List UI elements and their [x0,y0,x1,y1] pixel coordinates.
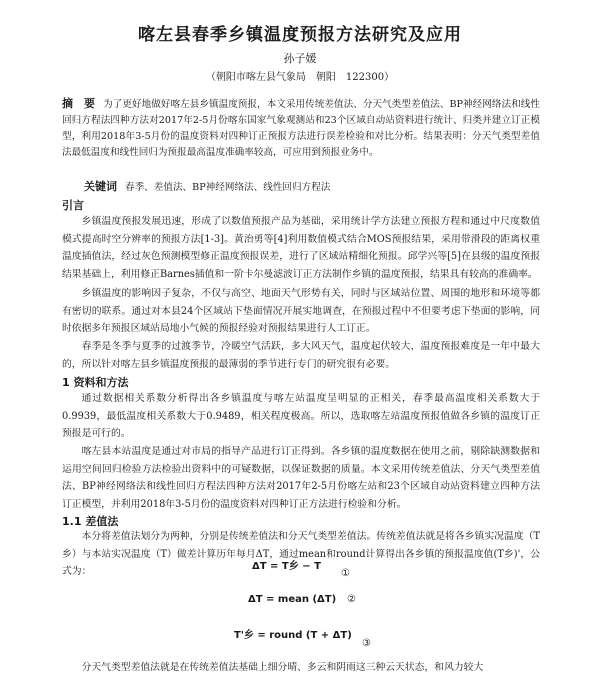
keywords-label: 关键词 [84,180,117,193]
intro-paragraph-3: 春季是冬季与夏季的过渡季节，冷暖空气活跃，多大风天气，温度起伏较大，温度预报难度是一年中最大的，所以针对喀左县乡镇温度预报的最薄弱的季节进行专门的研究很有必要。 [62,341,540,370]
section-1-heading: 1 资料和方法 [62,376,129,389]
keywords-text: 春季、差值法、BP神经网络法、线性回归方程法 [125,182,331,193]
author-affiliation: （朝阳市喀左县气象局 朝阳 122300） [205,72,395,83]
abstract [62,96,540,161]
intro-paragraph-1: 乡镇温度预报发展迅速，形成了以数值预报产品为基础，采用统计学方法建立预报方程和通过中尺度数值模式提高时空分辨率的预报方法[1-3]。黄治勇等[4]利用数值模式结合MOS预报结果，采用带滑段的距离权重温度插值法，经过灰色预测模型修正温度预报误差，进行了区域站精细化预报。邱学兴等[5]在县级的温度预报结果基础上，利用修正Barnes插值和一阶卡尔曼滤波订正方法制作乡镇的温度预报，结果具有较高的准确率。 [62,216,540,280]
section-1-1-paragraph-1: 本分将差值法划分为两种，分别是传统差值法和分天气类型差值法。传统差值法就是将各乡镇实况温度（T乡）与本站实况温度（T）做差计算历年每月ΔT，通过mean和round计算得出各乡镇的预报温度值(T乡)'，公式为： [62,531,540,577]
equation-3: T'乡 = round (T + ΔT) [234,630,352,641]
equation-1: ΔT = T乡 − T [252,561,321,572]
section-1-1-heading: 1.1 差值法 [62,515,119,528]
intro-paragraph-2: 乡镇温度的影响因子复杂，不仅与高空、地面天气形势有关，同时与区域站位置、周围的地形和环境等都有密切的联系。通过对本县24个区域站下垫面情况开展实地调查，在预报过程中不但要考虑下垫面的影响，同时依据多年预报区域站局地小气候的预报经验对预报结果进行人工订正。 [62,288,540,334]
paper-title: 喀左县春季乡镇温度预报方法研究及应用 [138,25,462,45]
section-1-paragraph-2: 喀左县本站温度是通过对市局的指导产品进行订正得到。各乡镇的温度数据在使用之前，剔除缺测数据和运用空间回归检验方法检验出资料中的可疑数据，以保证数据的质量。本文采用传统差值法、分天气类型差值法、BP神经网络法和线性回归方程法四种方法对2017年2-5月份喀左站和23个区域自动站资料建立四种方法订正模型，并利用2018年3-5月份的温度资料对四种订正方法进行检验和分析。 [62,446,540,510]
keywords [84,178,544,194]
section-1-paragraph-1: 通过数据相关系数分析得出各乡镇温度与喀左站温度呈明显的正相关，春季最高温度相关系数大于0.9939，最低温度相关系数大于0.9489，相关程度极高。所以，选取喀左站温度预报值做各乡镇的温度订正预报是可行的。 [62,393,540,439]
equation-3-number: ③ [362,638,371,649]
section-1-1-paragraph-2: 分天气类型差值法就是在传统差值法基础上细分晴、多云和阴雨这三种云天状态，和风力较大 [81,662,484,673]
equation-2: ΔT = mean (ΔT) [248,594,337,605]
author-name: 孙子媛 [283,52,317,65]
equation-2-number: ② [347,594,356,605]
equation-1-number: ① [341,568,350,579]
abstract-label: 摘 要 [62,97,96,110]
abstract-text: 为了更好地做好喀左县乡镇温度预报，本文采用传统差值法、分天气类型差值法、BP神经网络法和线性回归方程法四种方法对2017年2-5月份喀东国家气象观测站和23个区域自动站资料进行统计、归类并建立订正模型，利用2018年3-5月份的温度资料对四种订正预报方法进行误差检验和对比分析。结果表明：分天气类型差值法最低温度和线性回归为预报最高温度准确率较高，可应用到预报业务中。 [62,99,540,158]
intro-heading: 引言 [62,199,84,212]
